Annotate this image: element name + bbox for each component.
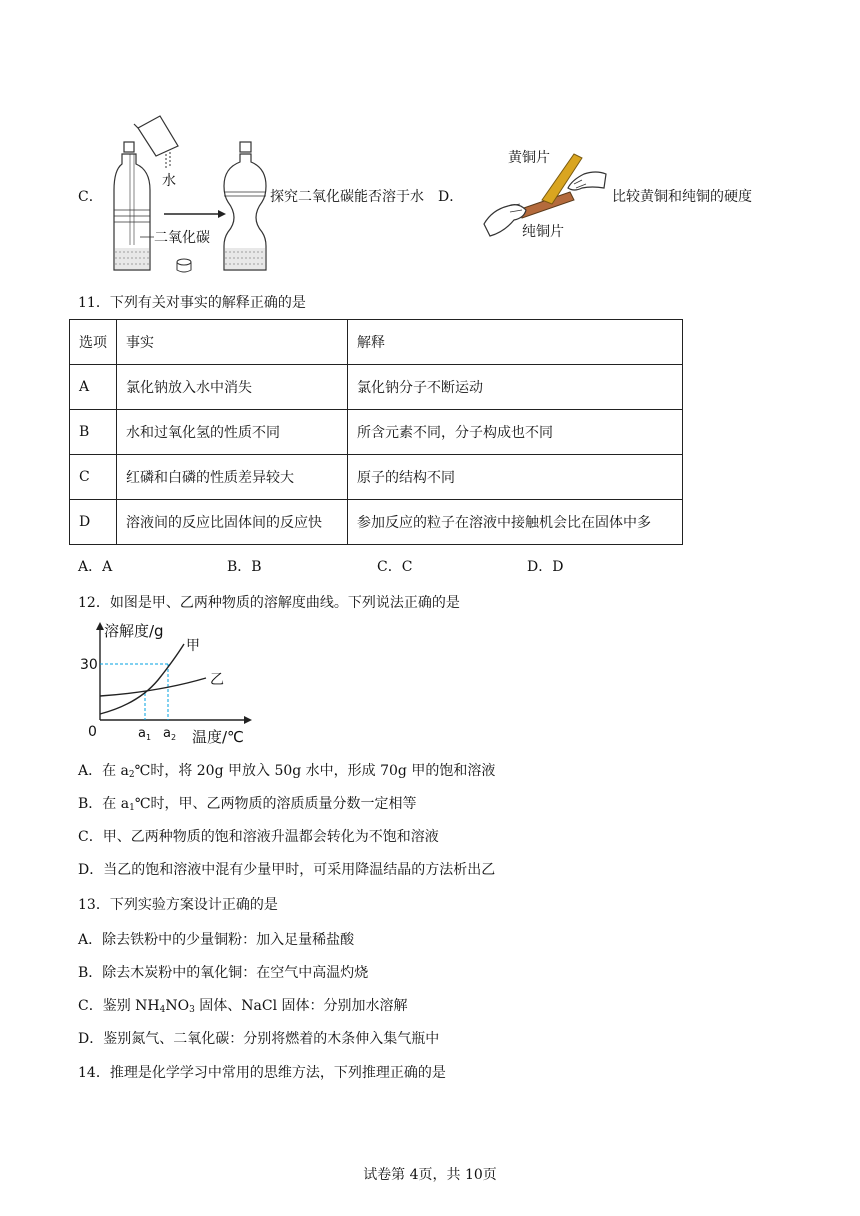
option-c-letter: C． bbox=[78, 189, 103, 205]
option-c-caption: 探究二氧化碳能否溶于水 bbox=[270, 189, 424, 205]
table-cell: D bbox=[70, 500, 117, 545]
question-11-stem: 11．下列有关对事实的解释正确的是 bbox=[78, 295, 306, 311]
curve-yi bbox=[100, 678, 206, 696]
question-13-stem: 13．下列实验方案设计正确的是 bbox=[78, 897, 278, 913]
table-cell: 氯化钠放入水中消失 bbox=[117, 365, 348, 410]
option-a: A．A bbox=[78, 559, 113, 575]
table-cell: 所含元素不同，分子构成也不同 bbox=[348, 410, 683, 455]
label-co2: 二氧化碳 bbox=[154, 230, 210, 246]
table-cell: A bbox=[70, 365, 117, 410]
question-12-option-a: A．在 $a_2℃$时，将 20g 甲放入 50g 水中，形成 70g 甲的饱和溶液 bbox=[78, 763, 496, 780]
table-cell: C bbox=[70, 455, 117, 500]
facts-explanation-table bbox=[69, 319, 683, 545]
table-cell: 溶液间的反应比固体间的反应快 bbox=[117, 500, 348, 545]
option-d: D．D bbox=[527, 559, 564, 575]
curve-label-yi: 乙 bbox=[210, 672, 224, 688]
label-copper: 纯铜片 bbox=[522, 224, 564, 240]
table-cell: B bbox=[70, 410, 117, 455]
page-footer: 试卷第 4页，共 10页 bbox=[363, 1167, 497, 1183]
option-c: C．C bbox=[377, 559, 413, 575]
curve-label-jia: 甲 bbox=[186, 638, 200, 654]
option-d-caption: 比较黄铜和纯铜的硬度 bbox=[612, 189, 752, 205]
table-row bbox=[70, 410, 683, 455]
x-axis-label: 温度/℃ bbox=[192, 728, 244, 746]
x-tick-a2: $a_2$ bbox=[163, 726, 177, 742]
table-cell: 氯化钠分子不断运动 bbox=[348, 365, 683, 410]
curve-jia bbox=[100, 644, 184, 714]
label-brass: 黄铜片 bbox=[508, 150, 550, 166]
question-14-stem: 14．推理是化学学习中常用的思维方法，下列推理正确的是 bbox=[78, 1065, 446, 1081]
y-tick-30: 30 bbox=[80, 657, 98, 673]
table-row bbox=[70, 365, 683, 410]
question-12-option-d: D．当乙的饱和溶液中混有少量甲时，可采用降温结晶的方法析出乙 bbox=[78, 862, 496, 878]
table-header-row bbox=[70, 320, 683, 365]
origin-label: 0 bbox=[88, 724, 97, 740]
question-12-stem: 12．如图是甲、乙两种物质的溶解度曲线。下列说法正确的是 bbox=[78, 595, 460, 611]
x-tick-a1: $a_1$ bbox=[138, 726, 152, 742]
co2-bottle-experiment-figure bbox=[100, 110, 270, 280]
table-header-cell: 解释 bbox=[348, 320, 683, 365]
question-13-option-c: C．鉴别 $NH_4NO_3$ 固体、NaCl 固体：分别加水溶解 bbox=[78, 998, 408, 1015]
table-cell: 原子的结构不同 bbox=[348, 455, 683, 500]
question-12-option-b: B．在 $a_1℃$时，甲、乙两物质的溶质质量分数一定相等 bbox=[78, 796, 417, 813]
table-header-cell: 选项 bbox=[70, 320, 117, 365]
question-13-option-b: B．除去木炭粉中的氧化铜：在空气中高温灼烧 bbox=[78, 965, 369, 981]
table-cell: 红磷和白磷的性质差异较大 bbox=[117, 455, 348, 500]
table-row bbox=[70, 500, 683, 545]
table-cell: 参加反应的粒子在溶液中接触机会比在固体中多 bbox=[348, 500, 683, 545]
table-cell: 水和过氧化氢的性质不同 bbox=[117, 410, 348, 455]
y-axis-label: 溶解度/g bbox=[104, 622, 164, 640]
question-13-option-d: D．鉴别氮气、二氧化碳：分别将燃着的木条伸入集气瓶中 bbox=[78, 1031, 440, 1047]
brass-copper-hardness-figure bbox=[478, 140, 612, 246]
table-row bbox=[70, 455, 683, 500]
question-13-option-a: A．除去铁粉中的少量铜粉：加入足量稀盐酸 bbox=[78, 932, 355, 948]
solubility-curve-graph bbox=[78, 616, 254, 750]
table-header-cell: 事实 bbox=[117, 320, 348, 365]
label-water: 水 bbox=[162, 173, 176, 189]
question-12-option-c: C．甲、乙两种物质的饱和溶液升温都会转化为不饱和溶液 bbox=[78, 829, 439, 845]
option-d-letter: D． bbox=[438, 189, 464, 205]
option-b: B．B bbox=[227, 559, 262, 575]
